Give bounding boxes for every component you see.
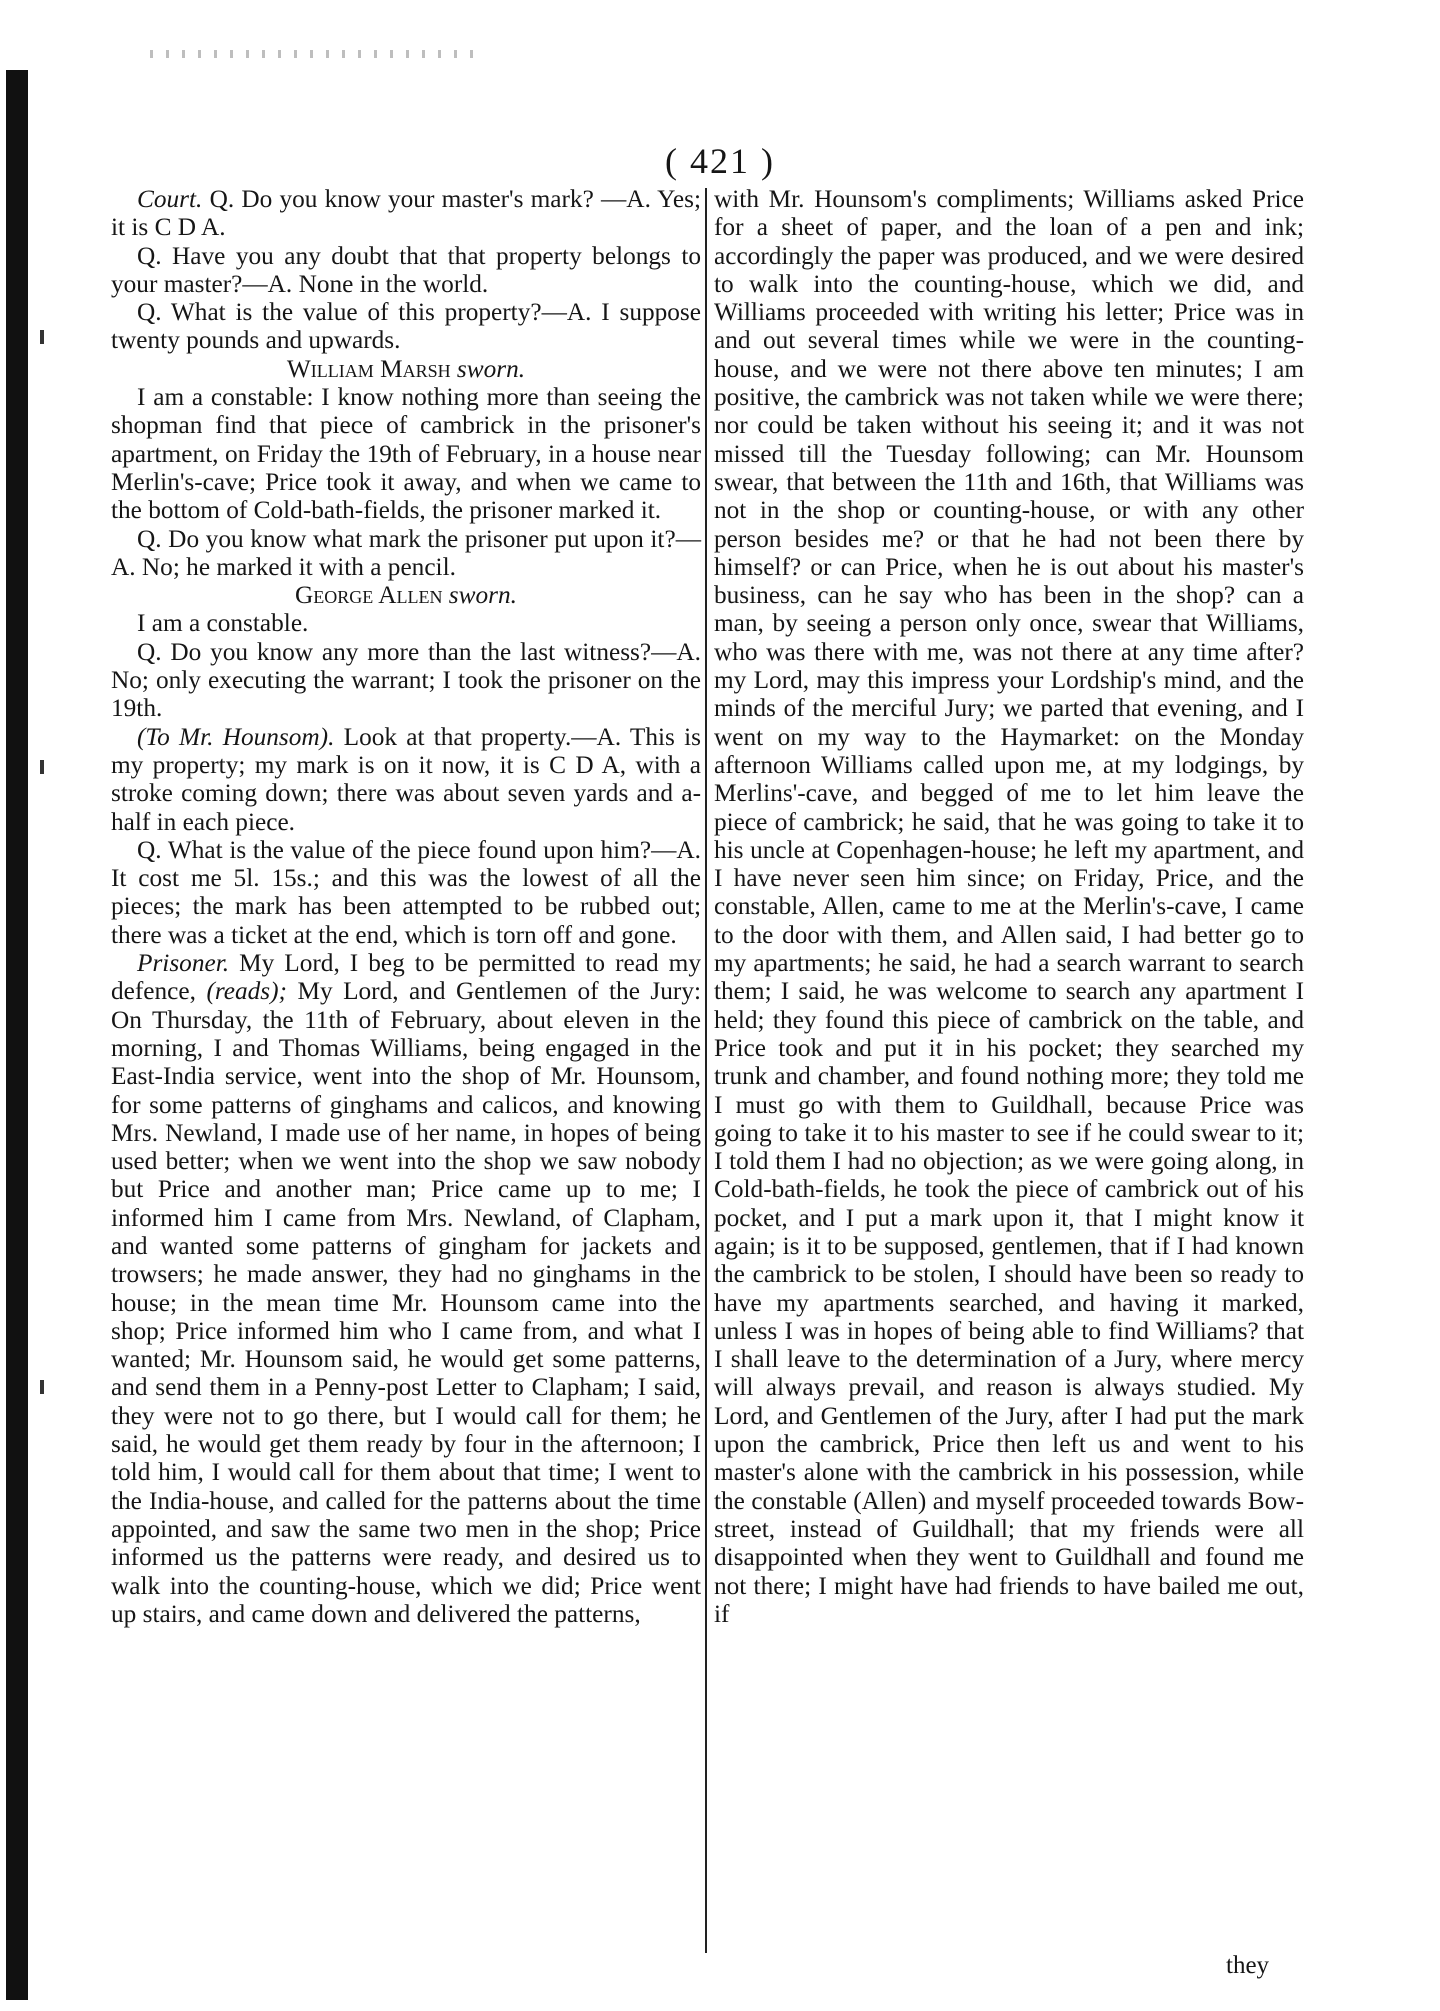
paragraph: [111, 949, 701, 1628]
page-edge-shadow: [6, 70, 28, 2000]
paragraph-text: My Lord, and Gentlemen of the Jury: On Thursday, the 11th of February, about eleven in the morning, I and Thomas Williams, being engaged in the East-India service, went into the shop of Mr. Hounsom, for some patterns of ginghams and calicos, and knowing Mrs. Newland, I made use of her name, in hopes of being used better; when we went into the shop we saw nobody but Price and another man; Price came up to me; I informed him I came from Mrs. Newland, of Clapham, and wanted some patterns of gingham for jackets and trowsers; he made answer, they had no ginghams in the house; in the mean time Mr. Hounsom came into the shop; Price informed him who I came from, and what I wanted; Mr. Hounsom said, he would get some patterns, and send them in a Penny-post Letter to Clapham; I said, they were not to go there, but I would call for them; he said, he would get them ready by four in the afternoon; I told him, I would call for them about that time; I went to the India-house, and called for the patterns about the time appointed, and saw the same two men in the shop; Price informed us the patterns were ready, and desired us to walk into the counting-house, which we did; Price went up stairs, and came down and delivered the patterns,: [111, 977, 701, 1628]
paragraph: [111, 185, 701, 242]
speaker-label: Prisoner.: [137, 949, 230, 978]
catchword: they: [1226, 1952, 1270, 1979]
witness-heading: [111, 355, 701, 383]
paragraph: Q. What is the value of this property?—A. I suppose twenty pounds and upwards.: [111, 298, 701, 355]
paragraph: Q. Do you know any more than the last witness?—A. No; only executing the warrant; I took the prisoner on the 19th.: [111, 637, 701, 723]
paragraph: with Mr. Hounsom's compliments; Williams asked Price for a sheet of paper, and the loan of a pen and ink; accordingly the paper was produced, and we were desired to walk into the counting-house, which we did, and Williams proceeded with writing his letter; Price was in and out several times while we were in the counting-house, and we were not there above ten minutes; I am positive, the cambrick was not taken while we were there; nor could be taken without his seeing it; and it was not missed till the Tuesday following; can Mr. Hounsom swear, that between the 11th and 16th, that Williams was not in the shop or counting-house, or with any other person besides me? or that he had not been there by himself? or can Price, when he is out about his master's business, can he say who has been in the shop? can a man, by seeing a person only once, swear that Williams, who was there with me, was not there at any time after? my Lord, may this impress your Lordship's mind, and the minds of the merciful Jury; we parted that evening, and I went on my way to the Haymarket: on the Monday afternoon Williams called upon me, at my lodgings, by Merlins'-cave, and begged of me to let him leave the piece of cambrick; he said, that he was going to take it to his uncle at Copenhagen-house; he left my apartment, and I have never seen him since; on Friday, Price, and the constable, Allen, came to me at the Merlin's-cave, I came to the door with them, and Allen said, I had better go to my apartments; he said, he had a search warrant to search them; I said, he was welcome to search any apartment I held; they found this piece of cambrick on the table, and Price took and put it in his pocket; they searched my trunk and chamber, and found nothing more; they told me I must go with them to Guildhall, because Price was going to take it to his master to see if he could swear to it; I told them I had no objection; as we were going along, in Cold-bath-fields, he took the piece of cambrick out of his pocket, and I put a mark upon it, that I might know it again; is it to be supposed, gentlemen, that if I had known the cambrick to be stolen, I should have been so ready to have my apartments searched, and having it marked, unless I was in hopes of being able to find Williams? that I shall leave to the determination of a Jury, where mercy will always prevail, and reason is always studied. My Lord, and Gentlemen of the Jury, after I had put the mark upon the cambrick, Price then left us and went to his master's alone with the cambrick in his possession, while the constable (Allen) and myself proceeded towards Bow-street, instead of Guildhall; that my friends were all disappointed when they went to Guildhall and found me not there; I might have had friends to have bailed me out, if: [714, 185, 1304, 1628]
right-column: [714, 185, 1304, 1628]
paragraph-text: My Lord, I beg to be permitted to read my defence,: [111, 949, 701, 1006]
column-rule: [705, 188, 707, 1953]
paragraph: I am a constable: I know nothing more than seeing the shopman find that piece of cambrick in the prisoner's apartment, on Friday the 19th of February, in a house near Merlin's-cave; Price took it away, and when we came to the bottom of Cold-bath-fields, the prisoner marked it.: [111, 383, 701, 525]
witness-name: George Allen: [295, 581, 443, 610]
paragraph-text: Look at that property.—A. This is my property; my mark is on it now, it is C D A, with a stroke coming down; there was about seven yards and a-half in each piece.: [111, 722, 701, 836]
scan-fleck: [40, 1380, 44, 1394]
paragraph-text: Q. Do you know your master's mark? —A. Yes; it is C D A.: [111, 185, 701, 242]
paragraph: Q. Have you any doubt that that property belongs to your master?—A. None in the world.: [111, 241, 701, 298]
address-note: (To Mr. Hounsom).: [137, 722, 335, 751]
page-number: ( 421 ): [665, 141, 775, 181]
scan-fleck: [40, 760, 44, 774]
scan-specks: [150, 50, 480, 58]
paragraph: Q. What is the value of the piece found upon him?—A. It cost me 5l. 15s.; and this was the lowest of all the pieces; the mark has been attempted to be rubbed out; there was a ticket at the end, which is torn off and gone.: [111, 835, 701, 949]
witness-name: William Marsh: [286, 354, 451, 383]
paragraph: Q. Do you know what mark the prisoner put upon it?—A. No; he marked it with a pencil.: [111, 524, 701, 581]
reads-note: (reads);: [206, 977, 287, 1006]
scan-fleck: [40, 330, 44, 344]
witness-heading: [111, 581, 701, 609]
paragraph: I am a constable.: [137, 609, 309, 638]
left-column: [111, 185, 701, 1628]
sworn-label: sworn.: [456, 354, 526, 383]
speaker-label: Court.: [137, 185, 203, 213]
sworn-label: sworn.: [448, 581, 517, 610]
paragraph: [111, 723, 701, 836]
